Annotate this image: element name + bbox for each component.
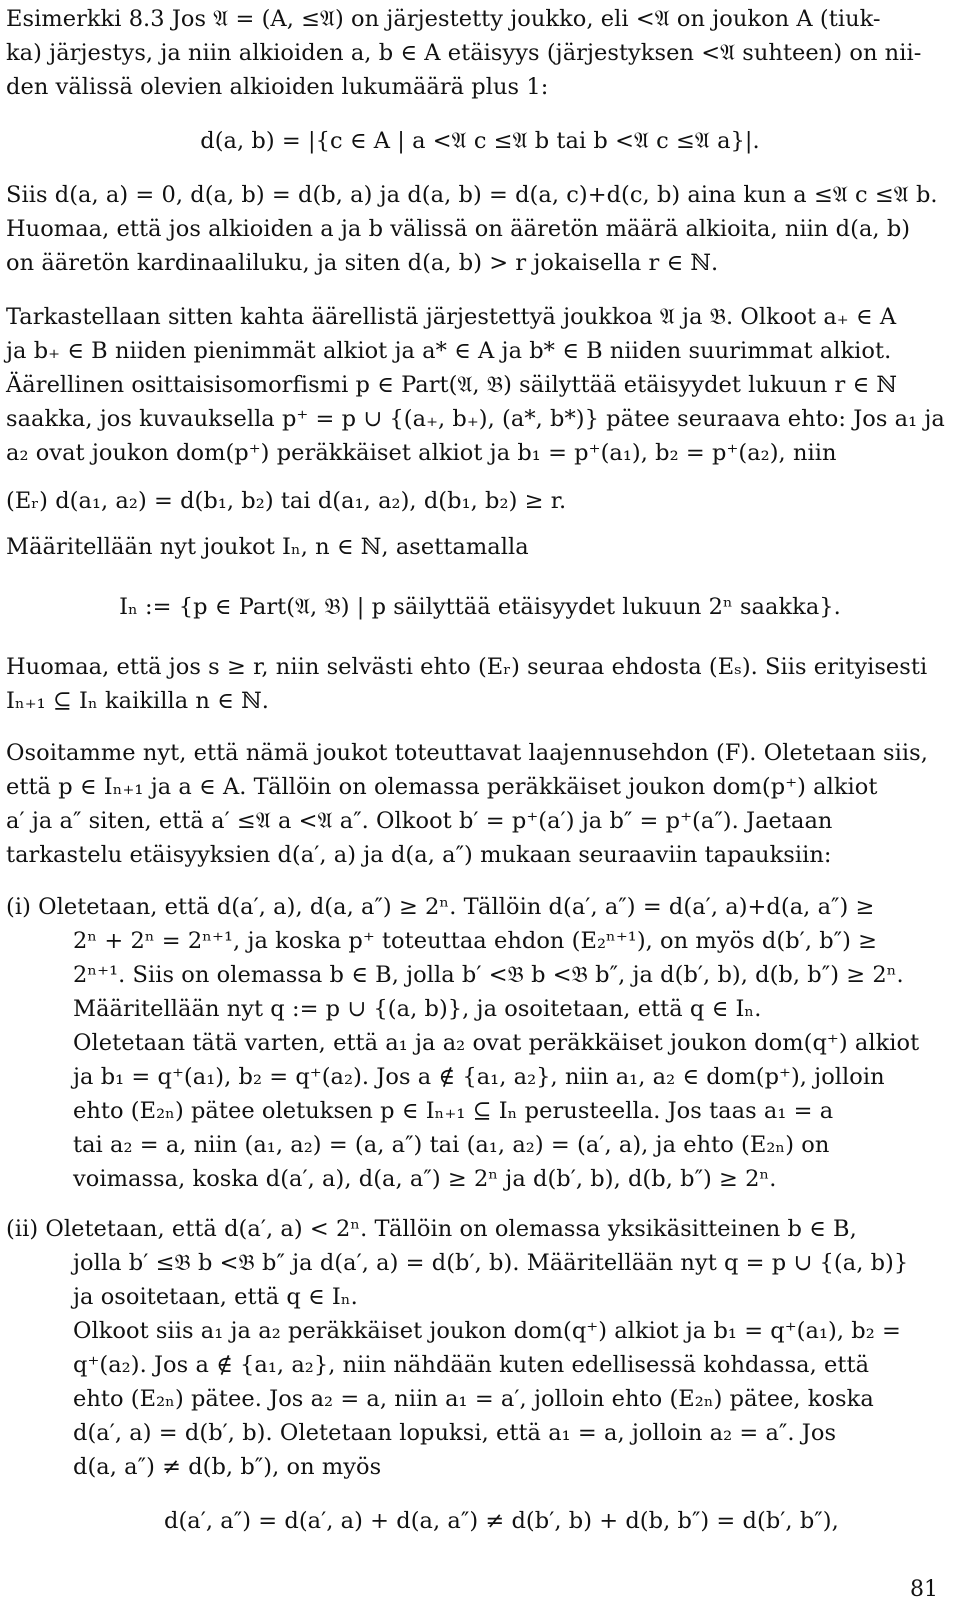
text-line: Huomaa, että jos s ≥ r, niin selvästi ehto (Eᵣ) seuraa ehdosta (Eₛ). Siis erityisesti [6, 654, 928, 680]
text-line: Siis d(a, a) = 0, d(a, b) = d(b, a) ja d(a, b) = d(a, c)+d(c, b) aina kun a ≤𝔄 c ≤𝔄 b. [6, 182, 938, 208]
case-i-line: voimassa, koska d(a′, a), d(a, a″) ≥ 2ⁿ ja d(b′, b), d(b, b″) ≥ 2ⁿ. [73, 1166, 777, 1192]
text-line: on ääretön kardinaaliluku, ja siten d(a, b) > r jokaisella r ∈ ℕ. [6, 250, 719, 276]
case-i-line: 2ⁿ + 2ⁿ = 2ⁿ⁺¹, ja koska p⁺ toteuttaa ehdon (E₂ⁿ⁺¹), on myös d(b′, b″) ≥ [73, 928, 878, 954]
display-equation: d(a, b) = |{c ∈ A | a <𝔄 c ≤𝔄 b tai b <𝔄 c ≤𝔄 a}|. [200, 128, 760, 154]
case-i-line: ehto (E₂ₙ) pätee oletuksen p ∈ Iₙ₊₁ ⊆ Iₙ perusteella. Jos taas a₁ = a [73, 1098, 834, 1124]
text-line: saakka, jos kuvauksella p⁺ = p ∪ {(a₊, b₊), (a*, b*)} pätee seuraava ehto: Jos a₁ ja [6, 406, 945, 432]
case-i-line: Määritellään nyt q := p ∪ {(a, b)}, ja osoitetaan, että q ∈ Iₙ. [73, 996, 762, 1022]
text-line: den välissä olevien alkioiden lukumäärä plus 1: [6, 74, 549, 100]
case-i-line: ja b₁ = q⁺(a₁), b₂ = q⁺(a₂). Jos a ∉ {a₁, a₂}, niin a₁, a₂ ∈ dom(p⁺), jolloin [73, 1064, 885, 1090]
text-line: Äärellinen osittaisisomorfismi p ∈ Part(𝔄, 𝔅) säilyttää etäisyydet lukuun r ∈ ℕ [6, 372, 898, 398]
case-i-line: tai a₂ = a, niin (a₁, a₂) = (a, a″) tai (a₁, a₂) = (a′, a), ja ehto (E₂ₙ) on [73, 1132, 830, 1158]
text-line: Tarkastellaan sitten kahta äärellistä järjestettyä joukkoa 𝔄 ja 𝔅. Olkoot a₊ ∈ A [6, 304, 897, 330]
case-i-line: (i) Oletetaan, että d(a′, a), d(a, a″) ≥ 2ⁿ. Tällöin d(a′, a″) = d(a′, a)+d(a, a″) ≥ [6, 894, 875, 920]
text-line: tarkastelu etäisyyksien d(a′, a) ja d(a, a″) mukaan seuraaviin tapauksiin: [6, 842, 832, 868]
case-i-line: Oletetaan tätä varten, että a₁ ja a₂ ovat peräkkäiset joukon dom(q⁺) alkiot [73, 1030, 920, 1056]
text-line: Huomaa, että jos alkioiden a ja b välissä on ääretön määrä alkioita, niin d(a, b) [6, 216, 911, 242]
text-line: Määritellään nyt joukot Iₙ, n ∈ ℕ, asettamalla [6, 534, 529, 560]
case-ii-line: ehto (E₂ₙ) pätee. Jos a₂ = a, niin a₁ = a′, jolloin ehto (E₂ₙ) pätee, koska [73, 1386, 874, 1412]
text-line: ja b₊ ∈ B niiden pienimmät alkiot ja a* ∈ A ja b* ∈ B niiden suurimmat alkiot. [6, 338, 892, 364]
text-line: Iₙ₊₁ ⊆ Iₙ kaikilla n ∈ ℕ. [6, 688, 269, 714]
case-ii-line: ja osoitetaan, että q ∈ Iₙ. [73, 1284, 358, 1310]
case-ii-line: q⁺(a₂). Jos a ∉ {a₁, a₂}, niin nähdään kuten edellisessä kohdassa, että [73, 1352, 870, 1378]
case-i-line: 2ⁿ⁺¹. Siis on olemassa b ∈ B, jolla b′ <𝔅 b <𝔅 b″, ja d(b′, b), d(b, b″) ≥ 2ⁿ. [73, 962, 904, 988]
case-ii-line: d(a, a″) ≠ d(b, b″), on myös [73, 1454, 382, 1480]
text-line: a₂ ovat joukon dom(p⁺) peräkkäiset alkiot ja b₁ = p⁺(a₁), b₂ = p⁺(a₂), niin [6, 440, 837, 466]
text-line: ka) järjestys, ja niin alkioiden a, b ∈ A etäisyys (järjestyksen <𝔄 suhteen) on nii- [6, 40, 922, 66]
text-line: Osoitamme nyt, että nämä joukot toteuttavat laajennusehdon (F). Oletetaan siis, [6, 740, 928, 766]
case-ii-line: d(a′, a) = d(b′, b). Oletetaan lopuksi, että a₁ = a, jolloin a₂ = a″. Jos [73, 1420, 837, 1446]
display-equation: Iₙ := {p ∈ Part(𝔄, 𝔅) | p säilyttää etäisyydet lukuun 2ⁿ saakka}. [119, 594, 841, 620]
case-ii-line: Olkoot siis a₁ ja a₂ peräkkäiset joukon dom(q⁺) alkiot ja b₁ = q⁺(a₁), b₂ = [73, 1318, 901, 1344]
text-line: että p ∈ Iₙ₊₁ ja a ∈ A. Tällöin on olemassa peräkkäiset joukon dom(p⁺) alkiot [6, 774, 878, 800]
text-line: a′ ja a″ siten, että a′ ≤𝔄 a <𝔄 a″. Olkoot b′ = p⁺(a′) ja b″ = p⁺(a″). Jaetaan [6, 808, 833, 834]
condition-equation: (Eᵣ) d(a₁, a₂) = d(b₁, b₂) tai d(a₁, a₂), d(b₁, b₂) ≥ r. [6, 488, 567, 514]
case-ii-line: jolla b′ ≤𝔅 b <𝔅 b″ ja d(a′, a) = d(b′, b). Määritellään nyt q = p ∪ {(a, b)} [73, 1250, 909, 1276]
case-ii-line: (ii) Oletetaan, että d(a′, a) < 2ⁿ. Tällöin on olemassa yksikäsitteinen b ∈ B, [6, 1216, 857, 1242]
text-line: Esimerkki 8.3 Jos 𝔄 = (A, ≤𝔄) on järjestetty joukko, eli <𝔄 on joukon A (tiuk- [6, 6, 881, 32]
display-equation: d(a′, a″) = d(a′, a) + d(a, a″) ≠ d(b′, b) + d(b, b″) = d(b′, b″), [164, 1508, 839, 1534]
page-number: 81 [910, 1577, 938, 1602]
